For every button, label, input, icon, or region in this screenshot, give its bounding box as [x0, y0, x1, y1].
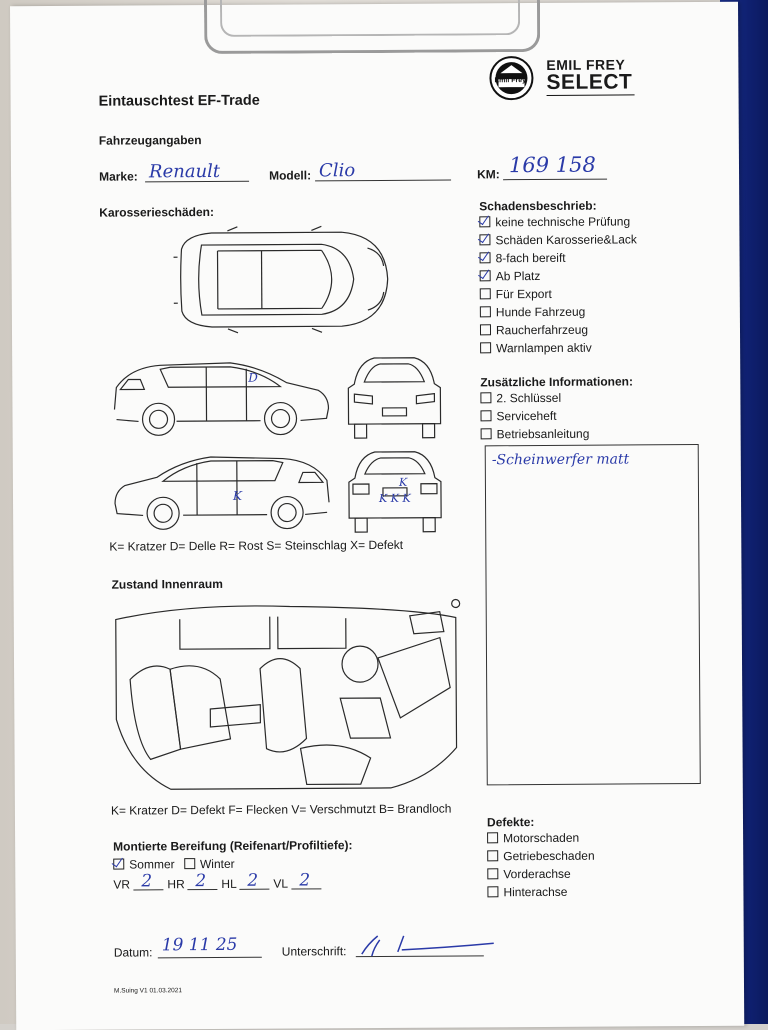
logo-text: Emil Frey	[494, 77, 527, 85]
tire-option-summer[interactable]	[113, 857, 174, 871]
damage-item-label: Warnlampen aktiv	[496, 340, 592, 356]
defect-item-label: Vorderachse	[503, 866, 571, 882]
signature-scribble[interactable]	[358, 929, 498, 960]
damage-checkbox-3[interactable]	[480, 270, 491, 281]
rear-mark-bottom: K K K	[378, 491, 411, 505]
body-damage-title: Karosserieschäden:	[99, 204, 215, 220]
date-line	[158, 957, 262, 959]
defect-item-gearbox[interactable]	[487, 847, 595, 866]
extra-item-second-key[interactable]	[480, 389, 589, 408]
hr-value[interactable]: 2	[195, 871, 207, 892]
marke-value[interactable]: Renault	[148, 160, 221, 183]
interior-legend: K= Kratzer D= Defekt F= Flecken V= Verschmutzt B= Brandloch	[110, 801, 452, 818]
side-mark-1: D	[248, 370, 258, 385]
extra-item-label: Serviceheft	[496, 408, 557, 424]
damage-checkbox-5[interactable]	[480, 306, 491, 317]
damage-item-body-paint[interactable]	[479, 230, 637, 249]
defect-item-front-axle[interactable]	[487, 865, 595, 884]
extra-item-manual[interactable]	[481, 425, 590, 444]
car-side-view-right-diagram	[110, 356, 332, 439]
defect-item-engine[interactable]	[487, 829, 595, 848]
interior-title: Zustand Innenraum	[111, 576, 223, 592]
km-line	[503, 179, 607, 181]
summer-checkbox[interactable]	[113, 859, 124, 870]
tires-title: Montierte Bereifung (Reifenart/Profiltiefe):	[113, 838, 353, 854]
vr-value[interactable]: 2	[141, 871, 153, 892]
defect-checkbox-1[interactable]	[487, 850, 498, 861]
damage-item-dog-vehicle[interactable]	[480, 302, 638, 321]
extra-checkbox-1[interactable]	[480, 410, 491, 421]
defect-item-label: Getriebeschaden	[503, 848, 595, 864]
damage-item-smoker[interactable]	[480, 320, 638, 339]
damage-item-no-inspection[interactable]	[479, 212, 637, 231]
defect-item-label: Hinterachse	[503, 884, 568, 900]
hr-label: HR	[167, 877, 185, 892]
defects-title: Defekte:	[486, 815, 535, 830]
damage-item-label: Schäden Karosserie&Lack	[495, 232, 637, 248]
defects-list	[487, 829, 595, 902]
form-footer: M.Suing V1 01.03.2021	[114, 987, 182, 995]
damage-item-label: Ab Platz	[495, 268, 541, 284]
hl-label: HL	[221, 876, 237, 891]
damage-checkbox-6[interactable]	[480, 324, 491, 335]
brand-wordmark	[546, 56, 634, 96]
inspection-form	[10, 2, 744, 1030]
damage-item-ab-platz[interactable]	[480, 266, 638, 285]
damage-checkbox-7[interactable]	[480, 342, 491, 353]
defect-checkbox-0[interactable]	[487, 832, 498, 843]
brand-line2: SELECT	[546, 70, 633, 94]
tire-depth-hr	[167, 877, 184, 891]
km-value[interactable]: 169 158	[508, 152, 596, 178]
hl-value[interactable]: 2	[247, 870, 259, 891]
winter-label: Winter	[199, 856, 235, 872]
damage-desc-list	[479, 212, 637, 357]
modell-value[interactable]: Clio	[318, 160, 356, 182]
winter-checkbox[interactable]	[184, 858, 195, 869]
extra-info-list	[480, 389, 589, 444]
damage-item-label: Raucherfahrzeug	[495, 322, 589, 338]
damage-item-8-tires[interactable]	[480, 248, 638, 267]
car-top-view-diagram	[171, 226, 392, 333]
body-damage-legend: K= Kratzer D= Delle R= Rost S= Steinschlag X= Defekt	[109, 537, 404, 554]
car-side-view-left-diagram	[111, 450, 333, 533]
defect-item-rear-axle[interactable]	[487, 883, 595, 902]
defect-item-label: Motorschaden	[503, 830, 580, 846]
rear-mark-top: K	[398, 475, 408, 489]
summer-label: Sommer	[129, 857, 175, 872]
brand-line1: EMIL FREY	[546, 56, 626, 73]
notes-text: -Scheinwerfer matt	[491, 451, 630, 469]
marke-label: Marke:	[99, 169, 138, 184]
damage-checkbox-4[interactable]	[480, 288, 491, 299]
km-label: KM:	[476, 167, 500, 182]
date-label: Datum:	[113, 945, 153, 960]
vr-label: VR	[113, 877, 131, 892]
extra-checkbox-0[interactable]	[480, 392, 491, 403]
tire-depth-hl	[221, 877, 236, 891]
damage-item-label: 8-fach bereift	[495, 250, 566, 266]
damage-item-export[interactable]	[480, 284, 638, 303]
damage-item-label: keine technische Prüfung	[495, 214, 631, 230]
extra-item-service-book[interactable]	[480, 407, 589, 426]
vl-label: VL	[273, 876, 289, 891]
defect-checkbox-2[interactable]	[487, 868, 498, 879]
date-value[interactable]: 19 11 25	[161, 934, 238, 956]
damage-item-label: Für Export	[495, 286, 552, 302]
tire-depth-vr	[113, 878, 130, 892]
damage-item-label: Hunde Fahrzeug	[495, 304, 586, 320]
car-interior-diagram	[110, 597, 463, 795]
modell-label: Modell:	[269, 168, 312, 183]
vl-value[interactable]: 2	[299, 870, 311, 891]
form-title: Eintauschtest EF-Trade	[98, 92, 260, 110]
section-vehicle-title: Fahrzeugangaben	[98, 133, 202, 148]
defect-checkbox-3[interactable]	[487, 886, 498, 897]
side-mark-2: K	[232, 488, 243, 503]
tire-option-winter[interactable]	[184, 857, 235, 871]
extra-checkbox-2[interactable]	[481, 428, 492, 439]
damage-checkbox-1[interactable]	[479, 234, 490, 245]
damage-item-warning-lights[interactable]	[480, 338, 638, 357]
damage-checkbox-0[interactable]	[479, 216, 490, 227]
notes-box[interactable]	[485, 444, 701, 785]
brand-underline	[547, 94, 635, 96]
extra-info-title: Zusätzliche Informationen:	[480, 374, 634, 390]
extra-item-label: Betriebsanleitung	[496, 426, 590, 442]
clipboard-clip-inner	[220, 0, 520, 37]
tire-type-row	[113, 857, 234, 872]
extra-item-label: 2. Schlüssel	[496, 390, 562, 406]
tire-depth-vl	[273, 877, 288, 891]
damage-checkbox-2[interactable]	[480, 252, 491, 263]
damage-desc-title: Schadensbeschrieb:	[479, 198, 597, 214]
signature-label: Unterschrift:	[281, 944, 347, 959]
car-front-view-diagram	[344, 354, 445, 441]
